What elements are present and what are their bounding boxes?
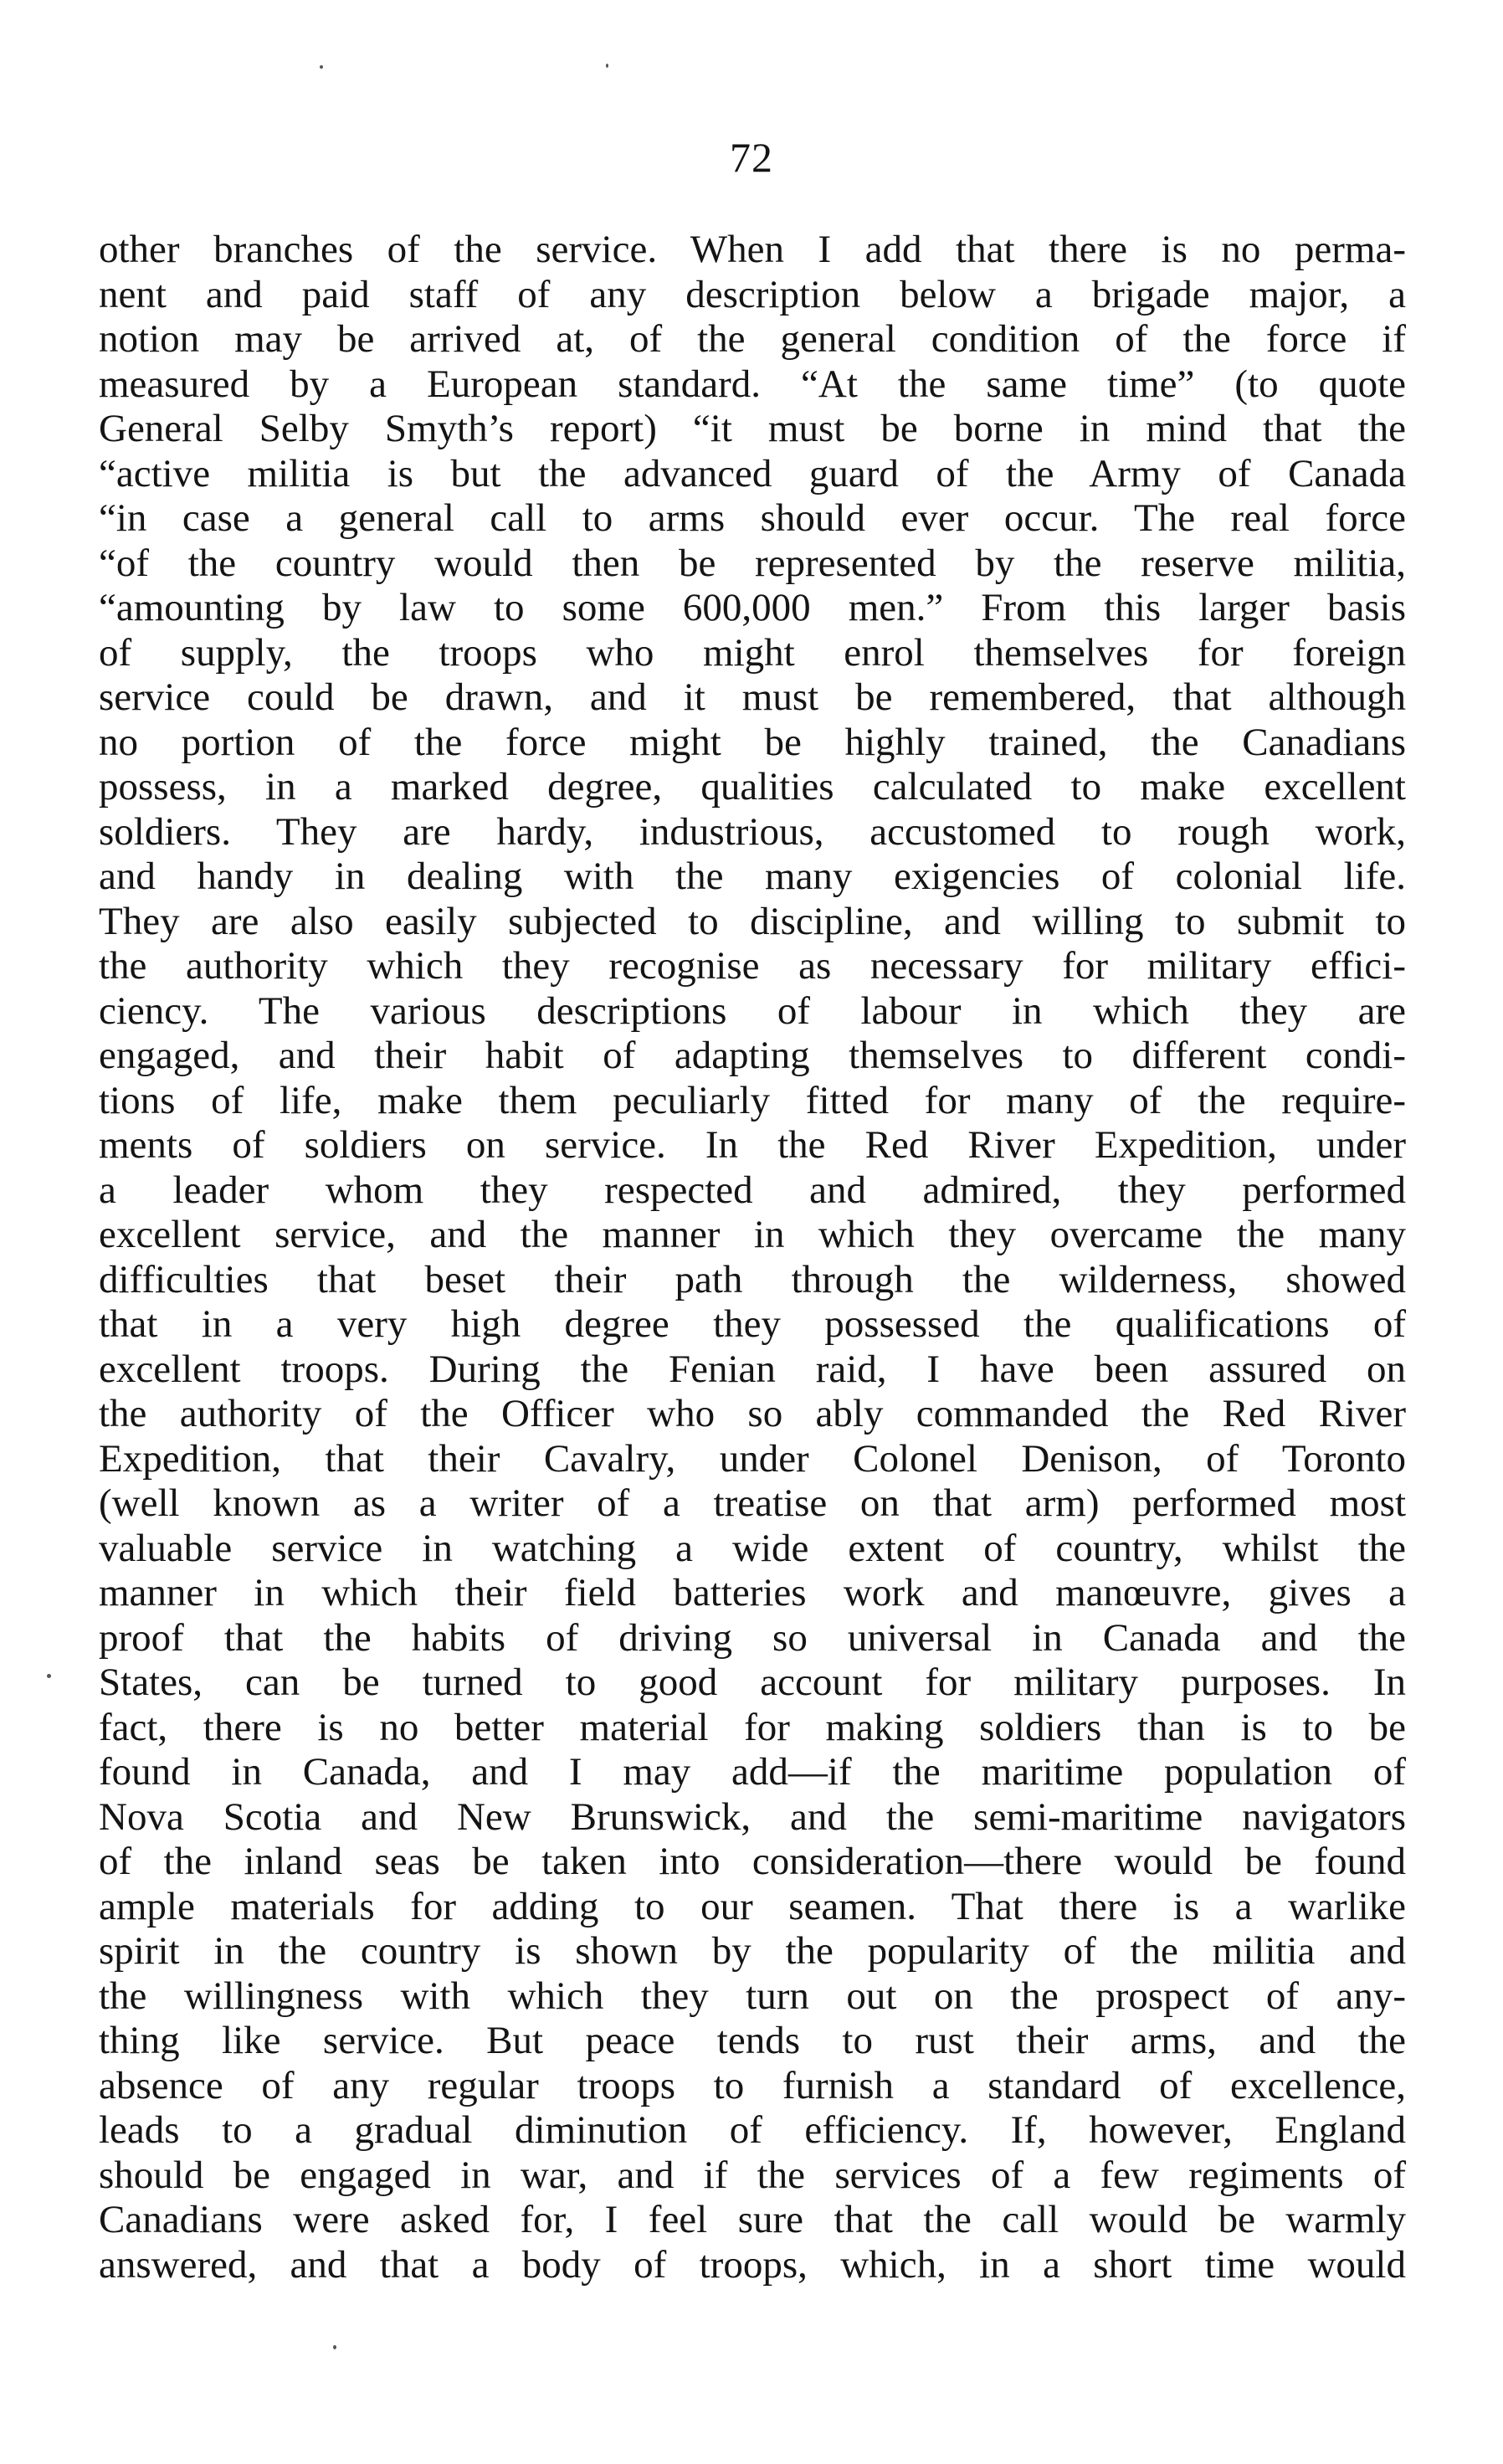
text-line: difficulties that beset their path through the wilderness, showed [99,1257,1406,1301]
text-line: General Selby Smyth’s report) “it must be borne in mind that the [99,407,1406,450]
text-line: (well known as a writer of a treatise on that arm) performed most [99,1481,1406,1525]
text-line: should be engaged in war, and if the services of a few regiments of [99,2153,1406,2197]
scan-speck [320,65,323,69]
scan-speck [333,2345,336,2349]
text-line: Expedition, that their Cavalry, under Colonel Denison, of Toronto [99,1436,1406,1481]
scan-speck [606,64,608,68]
text-line: valuable service in watching a wide extent of country, whilst the [99,1526,1406,1570]
text-line: ample materials for adding to our seamen. That there is a warlike [99,1884,1406,1928]
text-line: fact, there is no better material for making soldiers than is to be [99,1705,1406,1749]
text-line: thing like service. But peace tends to rust their arms, and the [99,2019,1406,2062]
text-line: other branches of the service. When I add that there is no perma- [99,228,1406,271]
text-line: Nova Scotia and New Brunswick, and the semi-maritime navigators [99,1794,1406,1839]
text-line: no portion of the force might be highly trained, the Canadians [99,720,1406,764]
text-line: manner in which their field batteries work and manœuvre, gives a [99,1571,1406,1614]
text-line: ciency. The various descriptions of labour in which they are [99,988,1406,1033]
text-line: notion may be arrived at, of the general condition of the force if [99,317,1406,361]
text-line: the authority of the Officer who so ably commanded the Red River [99,1392,1406,1435]
text-line: that in a very high degree they possessed the qualifications of [99,1302,1406,1346]
page-number: 72 [730,134,773,181]
text-line: spirit in the country is shown by the popularity of the militia and [99,1929,1406,1973]
text-line: soldiers. They are hardy, industrious, accustomed to rough work, [99,809,1406,854]
text-line: tions of life, make them peculiarly fitted for many of the require- [99,1078,1406,1122]
text-line: absence of any regular troops to furnish a standard of excellence, [99,2063,1406,2107]
text-line: service could be drawn, and it must be remembered, that although [99,675,1406,719]
text-line: leads to a gradual diminution of efficiency. If, however, England [99,2108,1406,2152]
text-line: States, can be turned to good account for military purposes. In [99,1661,1406,1704]
text-line: of supply, the troops who might enrol themselves for foreign [99,630,1406,675]
text-line: proof that the habits of driving so universal in Canada and the [99,1615,1406,1660]
text-line: engaged, and their habit of adapting themselves to different condi- [99,1034,1406,1077]
text-line: of the inland seas be taken into consideration—there would be found [99,1840,1406,1883]
text-line: measured by a European standard. “At the same time” (to quote [99,362,1406,406]
text-line: the willingness with which they turn out on the prospect of any- [99,1974,1406,2018]
text-line: “active militia is but the advanced guard of the Army of Canada [99,451,1406,495]
text-line: answered, and that a body of troops, which, in a short time would [99,2242,1406,2287]
text-line: the authority which they recognise as necessary for military effici- [99,944,1406,988]
text-line: possess, in a marked degree, qualities calculated to make excellent [99,765,1406,808]
text-line: and handy in dealing with the many exigencies of colonial life. [99,855,1406,898]
text-line: “in case a general call to arms should ever occur. The real force [99,496,1406,540]
text-line: excellent service, and the manner in which they overcame the many [99,1213,1406,1256]
text-line: They are also easily subjected to discipline, and willing to submit to [99,899,1406,943]
text-line: “of the country would then be represented by the reserve militia, [99,541,1406,585]
text-line: ments of soldiers on service. In the Red River Expedition, under [99,1123,1406,1167]
text-line: “amounting by law to some 600,000 men.” From this larger basis [99,586,1406,629]
text-line: found in Canada, and I may add—if the maritime population of [99,1750,1406,1794]
text-line: Canadians were asked for, I feel sure that the call would be warmly [99,2198,1406,2241]
text-line: excellent troops. During the Fenian raid, I have been assured on [99,1347,1406,1391]
text-line: a leader whom they respected and admired, they performed [99,1168,1406,1212]
scan-speck [47,1674,51,1678]
text-line: nent and paid staff of any description below a brigade major, a [99,272,1406,316]
body-text [99,228,1406,2287]
